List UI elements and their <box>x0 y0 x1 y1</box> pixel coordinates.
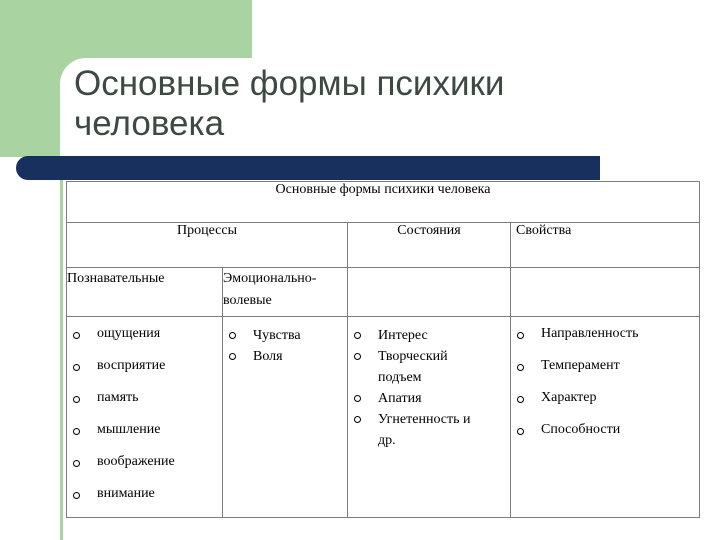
list-item: Способности <box>511 421 699 453</box>
properties-list-cell <box>511 317 700 518</box>
states-list <box>348 325 510 451</box>
psyche-forms-table <box>66 181 700 518</box>
list-item: Темперамент <box>511 357 699 389</box>
list-item: внимание <box>67 485 222 517</box>
category-processes: Процессы <box>67 223 348 268</box>
title-underline-bar <box>16 156 600 180</box>
cognitive-list <box>67 325 222 517</box>
emotional-list <box>223 325 347 367</box>
list-item: Угнетенность и др. <box>348 409 510 451</box>
list-item: память <box>67 389 222 421</box>
list-item: Направленность <box>511 325 699 357</box>
slide-title: Основные формы психики человека <box>74 64 505 143</box>
table-header: Основные формы психики человека <box>67 182 700 223</box>
empty-cell <box>511 268 700 317</box>
list-item: Воля <box>223 346 347 367</box>
cognitive-list-cell <box>67 317 223 518</box>
category-states: Состояния <box>348 223 511 268</box>
empty-cell <box>348 268 511 317</box>
decorative-left-strip <box>60 180 63 540</box>
list-item: мышление <box>67 421 222 453</box>
list-item: Характер <box>511 389 699 421</box>
list-item: Интерес <box>348 325 510 346</box>
list-item: ощущения <box>67 325 222 357</box>
list-item: воображение <box>67 453 222 485</box>
list-item: Чувства <box>223 325 347 346</box>
list-item: Творческий подъем <box>348 346 510 388</box>
subcategory-cognitive: Познавательные <box>67 268 223 317</box>
list-item: восприятие <box>67 357 222 389</box>
subcategory-emotional: Эмоционально-волевые <box>223 268 348 317</box>
category-properties: Свойства <box>511 223 700 268</box>
properties-list <box>511 325 699 453</box>
emotional-list-cell <box>223 317 348 518</box>
states-list-cell <box>348 317 511 518</box>
list-item: Апатия <box>348 388 510 409</box>
